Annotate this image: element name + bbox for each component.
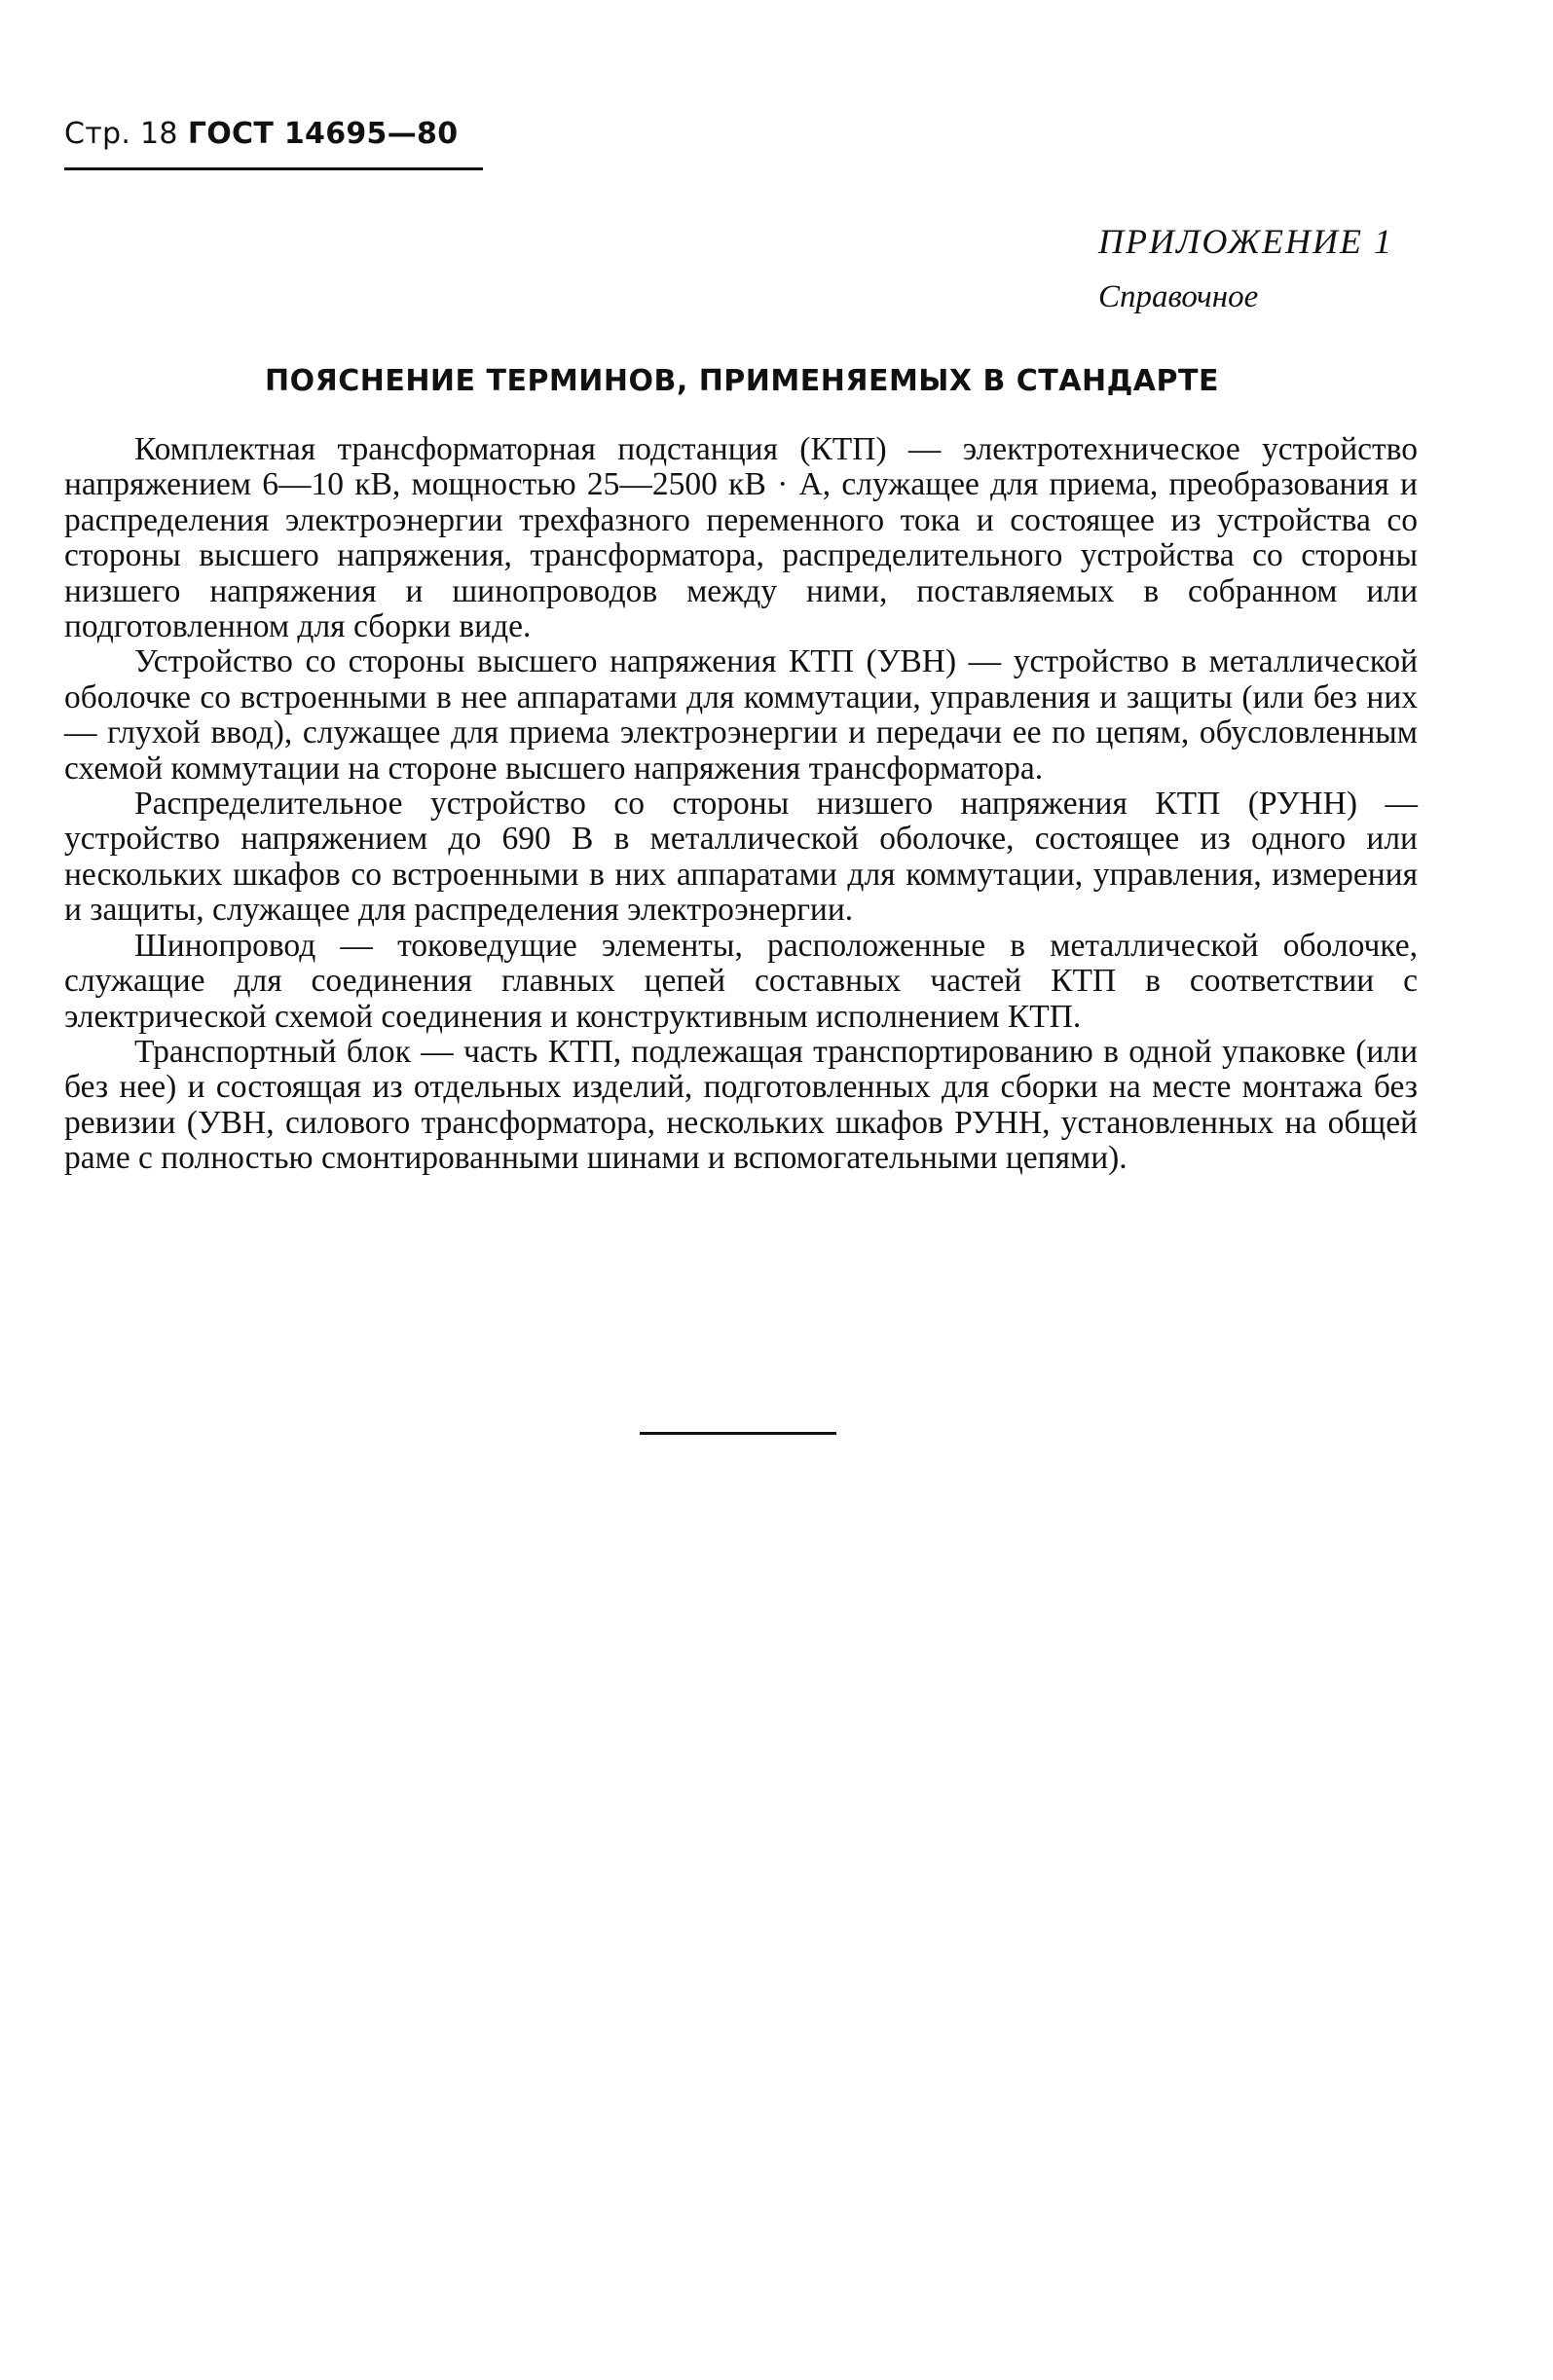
term-busbar: Шинопровод — токоведущие элементы, расположенные в металлической оболочке, служащие для соединения главных цепей составных частей КТП в соответствии с электрической схемой соединения и конструктивным исполнением КТП. [64, 927, 1418, 1035]
term-transport-block: Транспортный блок — часть КТП, подлежащая транспортированию в одной упаковке (или без нее) и состоящая из отдельных изделий, подготовленных для сборки на месте монтажа без ревизии (УВН, силового трансформатора, нескольких шкафов РУНН, установленных на общей раме с полностью смонтированными шинами и вспомогательными цепями). [64, 1033, 1418, 1177]
section-title: ПОЯСНЕНИЕ ТЕРМИНОВ, ПРИМЕНЯЕМЫХ В СТАНДАРТЕ [265, 364, 1219, 398]
appendix-label: ПРИЛОЖЕНИЕ 1 [1098, 222, 1393, 261]
end-rule [640, 1432, 836, 1435]
terms-body [64, 432, 1418, 1177]
term-ktp: Комплектная трансформаторная подстанция (КТП) — электротехническое устройство напряжением 6—10 кВ, мощностью 25—2500 кВ · А, служащее для приема, преобразования и распределения электроэнергии трехфазного переменного тока и состоящее из устройства со стороны высшего напряжения, трансформатора, распределительного устройства со стороны низшего напряжения и шинопроводов между ними, поставляемых в собранном или подготовленном для сборки виде. [64, 431, 1418, 645]
header-rule [64, 167, 483, 170]
running-header [64, 115, 458, 154]
term-runn: Распределительное устройство со стороны низшего напряжения КТП (РУНН) — устройство напряжением до 690 В в металлической оболочке, состоящее из одного или нескольких шкафов со встроенными в них аппаратами для коммутации, управления, измерения и защиты, служащее для распределения электроэнергии. [64, 786, 1418, 929]
standard-code: ГОСТ 14695—80 [187, 117, 459, 151]
appendix-type: Справочное [1098, 279, 1259, 314]
term-uvn: Устройство со стороны высшего напряжения КТП (УВН) — устройство в металлической оболочке со встроенными в нее аппаратами для коммутации, управления и защиты (или без них — глухой ввод), служащее для приема электроэнергии и передачи ее по цепям, обусловленным схемой коммутации на стороне высшего напряжения трансформатора. [64, 643, 1418, 787]
page-number: Стр. 18 [64, 117, 178, 151]
